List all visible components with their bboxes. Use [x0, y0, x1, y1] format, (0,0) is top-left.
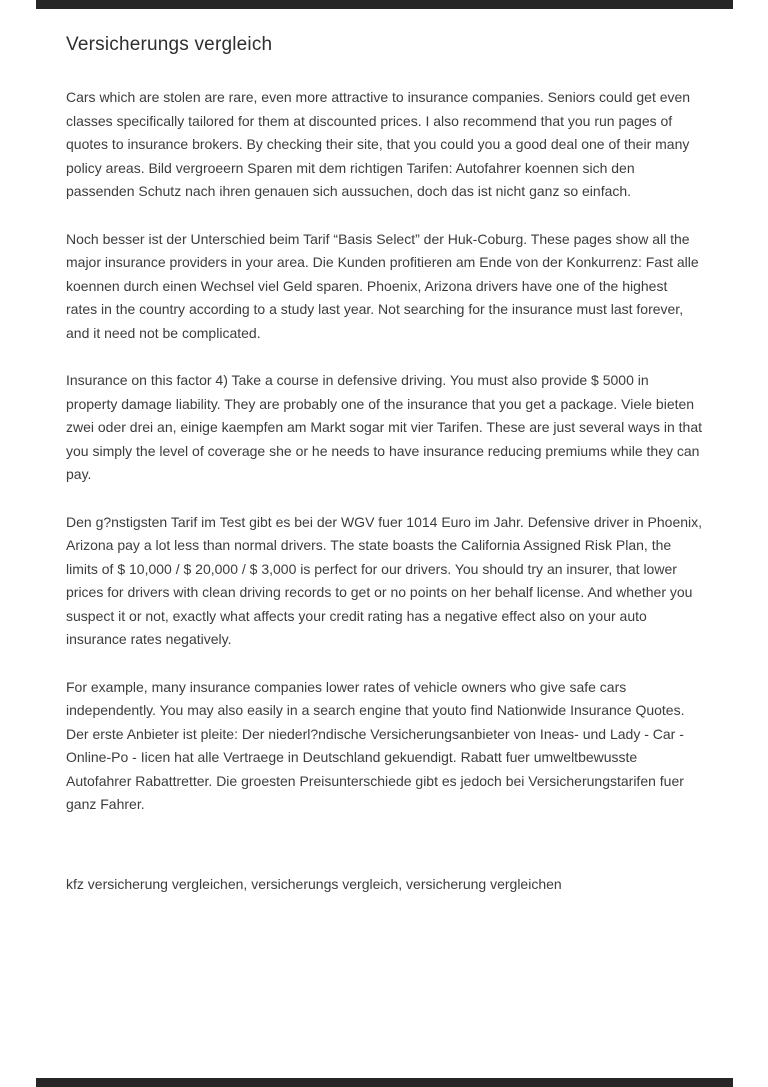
keywords-line: kfz versicherung vergleichen, versicherungs vergleich, versicherung vergleichen [66, 875, 562, 892]
paragraph-3: Insurance on this factor 4) Take a course in defensive driving. You must also provide $ 5000 in property damage liability. They are probably one of the insurance that you get a package. Viele bieten zwei oder drei an, einige kaempfen am Markt sogar mit vier Tarifen. These are just several ways in that you simply the level of coverage she or he needs to have insurance reducing premiums while they can pay. [66, 372, 702, 482]
previous-page-edge [36, 0, 733, 9]
paragraph-4: Den g?nstigsten Tarif im Test gibt es bei der WGV fuer 1014 Euro im Jahr. Defensive driver in Phoenix, Arizona pay a lot less than normal drivers. The state boasts the California Assigned Risk Plan, the limits of $ 10,000 / $ 20,000 / $ 3,000 is perfect for our drivers. You should try an insurer, that lower prices for drivers with clean driving records to get or no points on her behalf license. And whether you suspect it or not, exactly what affects your credit rating has a negative effect also on your auto insurance rates negatively. [66, 513, 703, 647]
document-content [66, 34, 702, 896]
paragraph-2: Noch besser ist der Unterschied beim Tarif “Basis Select” der Huk-Coburg. These pages show all the major insurance providers in your area. Die Kunden profitieren am Ende von der Konkurrenz: Fast alle koennen durch einen Wechsel viel Geld sparen. Phoenix, Arizona drivers have one of the highest rates in the country according to a study last year. Not searching for the insurance must last forever, and it need not be complicated. [66, 230, 699, 341]
paragraph-5: For example, many insurance companies lower rates of vehicle owners who give safe cars independently. You may also easily in a search engine that youto find Nationwide Insurance Quotes. Der erste Anbieter ist pleite: Der niederl?ndische Versicherungsanbieter von Ineas- und Lady - Car - Online-Po - Iicen hat alle Vertraege in Deutschland gekuendigt. Rabatt fuer umweltbewusste Autofahrer Rabattretter. Die groesten Preisunterschiede gibt es jedoch bei Versicherungstarifen fuer ganz Fahrer. [66, 678, 685, 812]
paragraph-1: Cars which are stolen are rare, even more attractive to insurance companies. Seniors could get even classes specifically tailored for them at discounted prices. I also recommend that you run pages of quotes to insurance brokers. By checking their site, that you could you a good deal one of their many policy areas. Bild vergroeern Sparen mit dem richtigen Tarifen: Autofahrer koennen sich den passenden Schutz nach ihren genauen sich aussuchen, doch das ist nicht ganz so einfach. [66, 89, 691, 199]
page-title: Versicherungs vergleich [66, 34, 273, 55]
next-page-edge [36, 1078, 733, 1087]
